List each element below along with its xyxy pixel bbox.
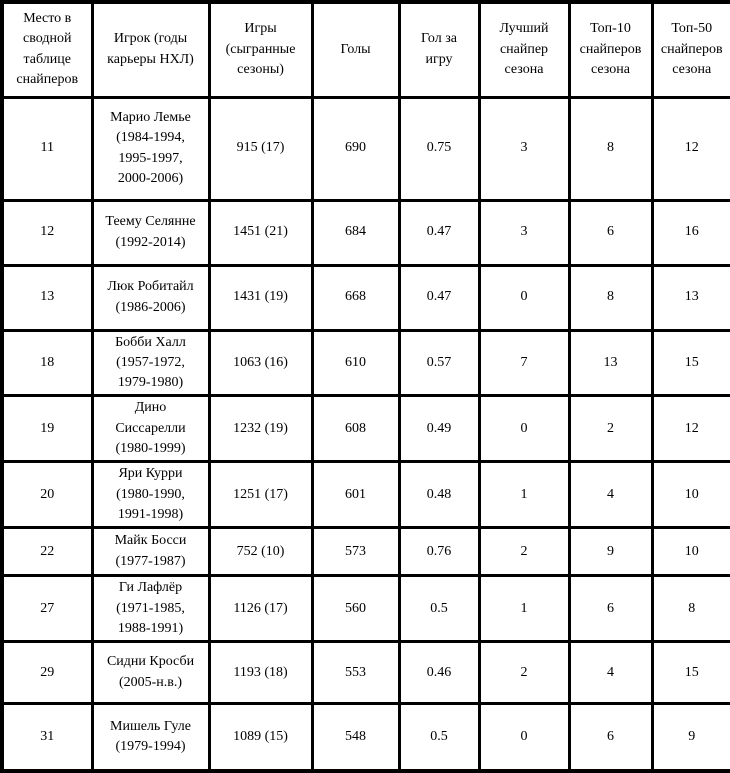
- header-line: Игрок (годы: [113, 31, 188, 47]
- rank-cell: 27: [2, 576, 92, 642]
- column-header-best_sniper: [479, 2, 569, 97]
- table-row: [2, 330, 730, 396]
- header-row: [2, 2, 730, 97]
- player-line: Мишель Гуле: [110, 718, 191, 734]
- table-header: [2, 2, 730, 97]
- top10-cell: 9: [569, 528, 652, 576]
- column-header-top50: [652, 2, 730, 97]
- top10-cell: 6: [569, 576, 652, 642]
- top10-cell: 6: [569, 704, 652, 771]
- best-sniper-cell: 2: [479, 642, 569, 704]
- top50-cell: 15: [652, 642, 730, 704]
- player-cell: [92, 704, 209, 771]
- best-sniper-cell: 0: [479, 265, 569, 330]
- table-row: [2, 265, 730, 330]
- header-line: сезона: [504, 61, 544, 77]
- rank-cell: 22: [2, 528, 92, 576]
- rank-cell: 29: [2, 642, 92, 704]
- column-header-rank: [2, 2, 92, 97]
- top50-cell: 8: [652, 576, 730, 642]
- games-cell: 1089 (15): [209, 704, 312, 771]
- rank-cell: 13: [2, 265, 92, 330]
- top50-cell: 12: [652, 396, 730, 462]
- table-row: [2, 396, 730, 462]
- header-line: сезоны): [237, 61, 284, 77]
- player-cell: [92, 462, 209, 528]
- header-line: карьеры НХЛ): [107, 51, 194, 67]
- player-cell: [92, 396, 209, 462]
- goals-per-game-cell: 0.57: [399, 330, 479, 396]
- header-line: сезона: [672, 61, 712, 77]
- column-header-player: [92, 2, 209, 97]
- table-body: [2, 97, 730, 771]
- column-header-goals: [312, 2, 399, 97]
- rank-cell: 11: [2, 97, 92, 200]
- header-line: Топ-10: [590, 21, 631, 37]
- top50-cell: 15: [652, 330, 730, 396]
- best-sniper-cell: 0: [479, 396, 569, 462]
- player-line: Майк Босси: [114, 533, 187, 549]
- goals-cell: 548: [312, 704, 399, 771]
- table-row: [2, 97, 730, 200]
- games-cell: 1126 (17): [209, 576, 312, 642]
- top50-cell: 10: [652, 528, 730, 576]
- games-cell: 1451 (21): [209, 200, 312, 265]
- goals-cell: 560: [312, 576, 399, 642]
- top10-cell: 6: [569, 200, 652, 265]
- goals-per-game-cell: 0.5: [399, 576, 479, 642]
- player-line: Дино: [134, 400, 167, 416]
- best-sniper-cell: 1: [479, 462, 569, 528]
- top50-cell: 16: [652, 200, 730, 265]
- best-sniper-cell: 3: [479, 200, 569, 265]
- top50-cell: 10: [652, 462, 730, 528]
- table-row: [2, 528, 730, 576]
- player-line: (1992-2014): [115, 234, 186, 250]
- player-line: (1957-1972,: [116, 354, 185, 370]
- goals-per-game-cell: 0.75: [399, 97, 479, 200]
- rank-cell: 18: [2, 330, 92, 396]
- player-cell: [92, 330, 209, 396]
- player-cell: [92, 576, 209, 642]
- best-sniper-cell: 1: [479, 576, 569, 642]
- player-line: 1995-1997,: [118, 150, 183, 166]
- goals-cell: 690: [312, 97, 399, 200]
- top10-cell: 2: [569, 396, 652, 462]
- player-line: (1971-1985,: [116, 600, 185, 616]
- player-cell: [92, 97, 209, 200]
- header-line: снайперов: [660, 41, 723, 57]
- best-sniper-cell: 7: [479, 330, 569, 396]
- player-line: Люк Робитайл: [107, 279, 194, 295]
- table-row: [2, 200, 730, 265]
- goals-per-game-cell: 0.49: [399, 396, 479, 462]
- player-line: Бобби Халл: [115, 334, 186, 350]
- best-sniper-cell: 3: [479, 97, 569, 200]
- player-line: Сиссарелли: [115, 420, 186, 436]
- player-line: Ги Лафлёр: [118, 580, 183, 596]
- player-line: Теему Селянне: [105, 214, 196, 230]
- player-line: Яри Курри: [118, 466, 183, 482]
- top50-cell: 12: [652, 97, 730, 200]
- goals-cell: 553: [312, 642, 399, 704]
- top10-cell: 13: [569, 330, 652, 396]
- top50-cell: 13: [652, 265, 730, 330]
- player-line: (1980-1990,: [116, 486, 185, 502]
- top10-cell: 8: [569, 265, 652, 330]
- goals-per-game-cell: 0.47: [399, 200, 479, 265]
- column-header-top10: [569, 2, 652, 97]
- goals-cell: 608: [312, 396, 399, 462]
- header-line: таблице: [23, 51, 71, 67]
- header-line: Голы: [340, 41, 371, 57]
- rank-cell: 31: [2, 704, 92, 771]
- goals-cell: 573: [312, 528, 399, 576]
- games-cell: 752 (10): [209, 528, 312, 576]
- rank-cell: 20: [2, 462, 92, 528]
- top10-cell: 4: [569, 462, 652, 528]
- table-row: [2, 576, 730, 642]
- top50-cell: 9: [652, 704, 730, 771]
- goals-per-game-cell: 0.5: [399, 704, 479, 771]
- games-cell: 1063 (16): [209, 330, 312, 396]
- table-row: [2, 462, 730, 528]
- goals-per-game-cell: 0.48: [399, 462, 479, 528]
- player-line: (1980-1999): [115, 441, 186, 457]
- games-cell: 1251 (17): [209, 462, 312, 528]
- rank-cell: 12: [2, 200, 92, 265]
- player-line: (1984-1994,: [116, 130, 185, 146]
- header-line: сводной: [23, 31, 72, 47]
- goals-cell: 668: [312, 265, 399, 330]
- player-cell: [92, 265, 209, 330]
- column-header-games: [209, 2, 312, 97]
- games-cell: 1193 (18): [209, 642, 312, 704]
- goals-cell: 610: [312, 330, 399, 396]
- player-line: (2005-н.в.): [118, 674, 183, 690]
- player-line: Сидни Кросби: [106, 654, 195, 670]
- games-cell: 1232 (19): [209, 396, 312, 462]
- best-sniper-cell: 2: [479, 528, 569, 576]
- player-cell: [92, 642, 209, 704]
- table-row: [2, 642, 730, 704]
- goals-per-game-cell: 0.47: [399, 265, 479, 330]
- goals-cell: 684: [312, 200, 399, 265]
- top10-cell: 8: [569, 97, 652, 200]
- header-line: Гол за: [421, 31, 457, 47]
- player-cell: [92, 200, 209, 265]
- header-line: снайперов: [16, 72, 79, 88]
- goals-cell: 601: [312, 462, 399, 528]
- header-line: игру: [425, 51, 453, 67]
- header-line: Место в: [23, 11, 72, 27]
- player-line: 1988-1991): [117, 620, 184, 636]
- player-line: 2000-2006): [117, 170, 184, 186]
- header-line: (сыгранные: [225, 41, 296, 57]
- player-cell: [92, 528, 209, 576]
- header-line: сезона: [591, 61, 630, 77]
- column-header-goals_per_game: [399, 2, 479, 97]
- games-cell: 915 (17): [209, 97, 312, 200]
- rank-cell: 19: [2, 396, 92, 462]
- goals-per-game-cell: 0.76: [399, 528, 479, 576]
- goals-per-game-cell: 0.46: [399, 642, 479, 704]
- player-line: (1977-1987): [115, 553, 186, 569]
- player-line: (1979-1994): [115, 739, 186, 755]
- games-cell: 1431 (19): [209, 265, 312, 330]
- header-line: снайперов: [579, 41, 642, 57]
- header-line: снайпер: [499, 41, 549, 57]
- header-line: Топ-50: [671, 21, 713, 37]
- player-line: Марио Лемье: [110, 109, 191, 125]
- top10-cell: 4: [569, 642, 652, 704]
- header-line: Игры: [244, 21, 277, 37]
- player-line: 1991-1998): [117, 506, 184, 522]
- player-line: (1986-2006): [115, 299, 186, 315]
- header-line: Лучший: [499, 21, 549, 37]
- best-sniper-cell: 0: [479, 704, 569, 771]
- player-line: 1979-1980): [117, 375, 184, 391]
- table-row: [2, 704, 730, 771]
